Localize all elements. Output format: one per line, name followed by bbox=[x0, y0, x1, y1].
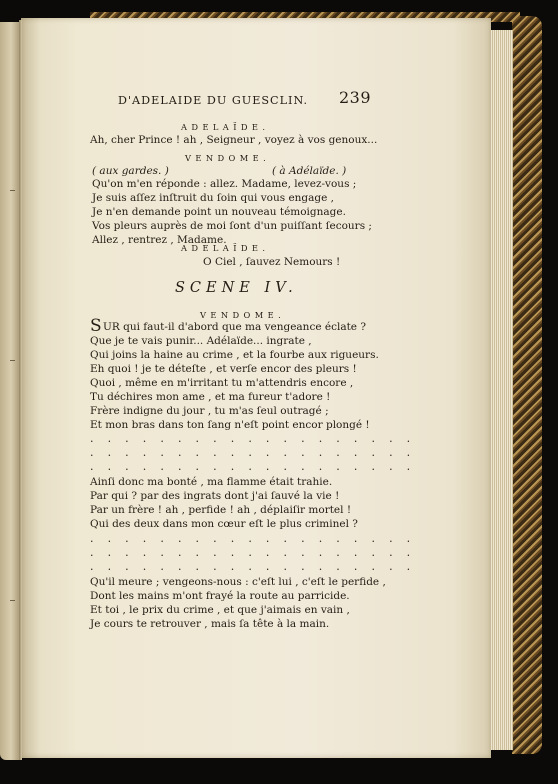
verse-line: Dont les mains m'ont frayé la route au parricide. bbox=[90, 590, 350, 602]
ellipsis-row: . . . . . . . . . . . . . . . . . . . bbox=[90, 460, 416, 473]
verse-line: Ah, cher Prince ! ah , Seigneur , voyez à vos genoux... bbox=[90, 134, 378, 146]
verse-line: O Ciel , ſauvez Nemours ! bbox=[203, 256, 341, 268]
book-cover-edge bbox=[512, 16, 542, 754]
verse-line: Qu'il meure ; vengeons-nous : c'eſt lui , c'eſt le perfide , bbox=[90, 576, 386, 588]
verse-line: Par un frère ! ah , perfide ! ah , déplaiſir mortel ! bbox=[90, 504, 352, 516]
speaker-name: VENDOME. bbox=[185, 153, 271, 163]
verse-line: Vos pleurs auprès de moi ſont d'un puiſſant ſecours ; bbox=[92, 220, 372, 232]
margin-mark bbox=[10, 600, 15, 601]
verse-line: Quoi , même en m'irritant tu m'attendris encore , bbox=[90, 377, 354, 389]
ellipsis-row: . . . . . . . . . . . . . . . . . . . bbox=[90, 446, 416, 459]
page-edges bbox=[490, 30, 513, 750]
ellipsis-row: . . . . . . . . . . . . . . . . . . . bbox=[90, 560, 416, 573]
verse-line: Qui joins la haine au crime , et la fourbe aux rigueurs. bbox=[90, 349, 379, 361]
drop-cap: S bbox=[90, 316, 102, 336]
verse-line: Par qui ? par des ingrats dont j'ai ſauvé la vie ! bbox=[90, 490, 340, 502]
verse-line: Et toi , le prix du crime , et que j'aimais en vain , bbox=[90, 604, 350, 616]
stage-direction: ( à Adélaïde. ) bbox=[272, 165, 347, 177]
running-title: D'ADELAIDE DU GUESCLIN. bbox=[118, 94, 309, 107]
verse-line: Je n'en demande point un nouveau témoignage. bbox=[92, 206, 346, 218]
verse-line: Et mon bras dans ton ſang n'eſt point encor plongé ! bbox=[90, 419, 370, 431]
ellipsis-row: . . . . . . . . . . . . . . . . . . . bbox=[90, 432, 416, 445]
verse-line: Que je te vais punir... Adélaïde... ingrate , bbox=[90, 335, 312, 347]
speaker-name: ADELAÏDE. bbox=[181, 243, 270, 253]
stage-direction: ( aux gardes. ) bbox=[92, 165, 169, 177]
verse-line: UR qui faut-il d'abord que ma vengeance éclate ? bbox=[103, 321, 366, 333]
ellipsis-row: . . . . . . . . . . . . . . . . . . . bbox=[90, 532, 416, 545]
page-number: 239 bbox=[339, 88, 372, 107]
scene-heading: SCENE IV. bbox=[175, 280, 298, 296]
verse-line: Qu'on m'en réponde : allez. Madame, levez-vous ; bbox=[92, 178, 357, 190]
speaker-name: ADELAÏDE. bbox=[181, 122, 270, 132]
gutter bbox=[19, 20, 22, 760]
verse-line: Ainſi donc ma bonté , ma flamme était trahie. bbox=[90, 476, 333, 488]
margin-mark bbox=[10, 190, 15, 191]
ellipsis-row: . . . . . . . . . . . . . . . . . . . bbox=[90, 546, 416, 559]
verse-line: Je suis aſſez inſtruit du ſoin qui vous engage , bbox=[92, 192, 335, 204]
verse-line: Qui des deux dans mon cœur eſt le plus criminel ? bbox=[90, 518, 358, 530]
speaker-name: VENDOME. bbox=[200, 310, 286, 320]
left-page bbox=[0, 22, 20, 760]
verse-line: Je cours te retrouver , mais ſa tête à la main. bbox=[90, 618, 330, 630]
margin-mark bbox=[10, 360, 15, 361]
verse-line: Frère indigne du jour , tu m'as ſeul outragé ; bbox=[90, 405, 329, 417]
verse-line: Eh quoi ! je te déteſte , et verſe encor des pleurs ! bbox=[90, 363, 357, 375]
verse-line: Tu déchires mon ame , et ma fureur t'adore ! bbox=[90, 391, 331, 403]
verse-line: Allez , rentrez , Madame. bbox=[92, 234, 227, 246]
